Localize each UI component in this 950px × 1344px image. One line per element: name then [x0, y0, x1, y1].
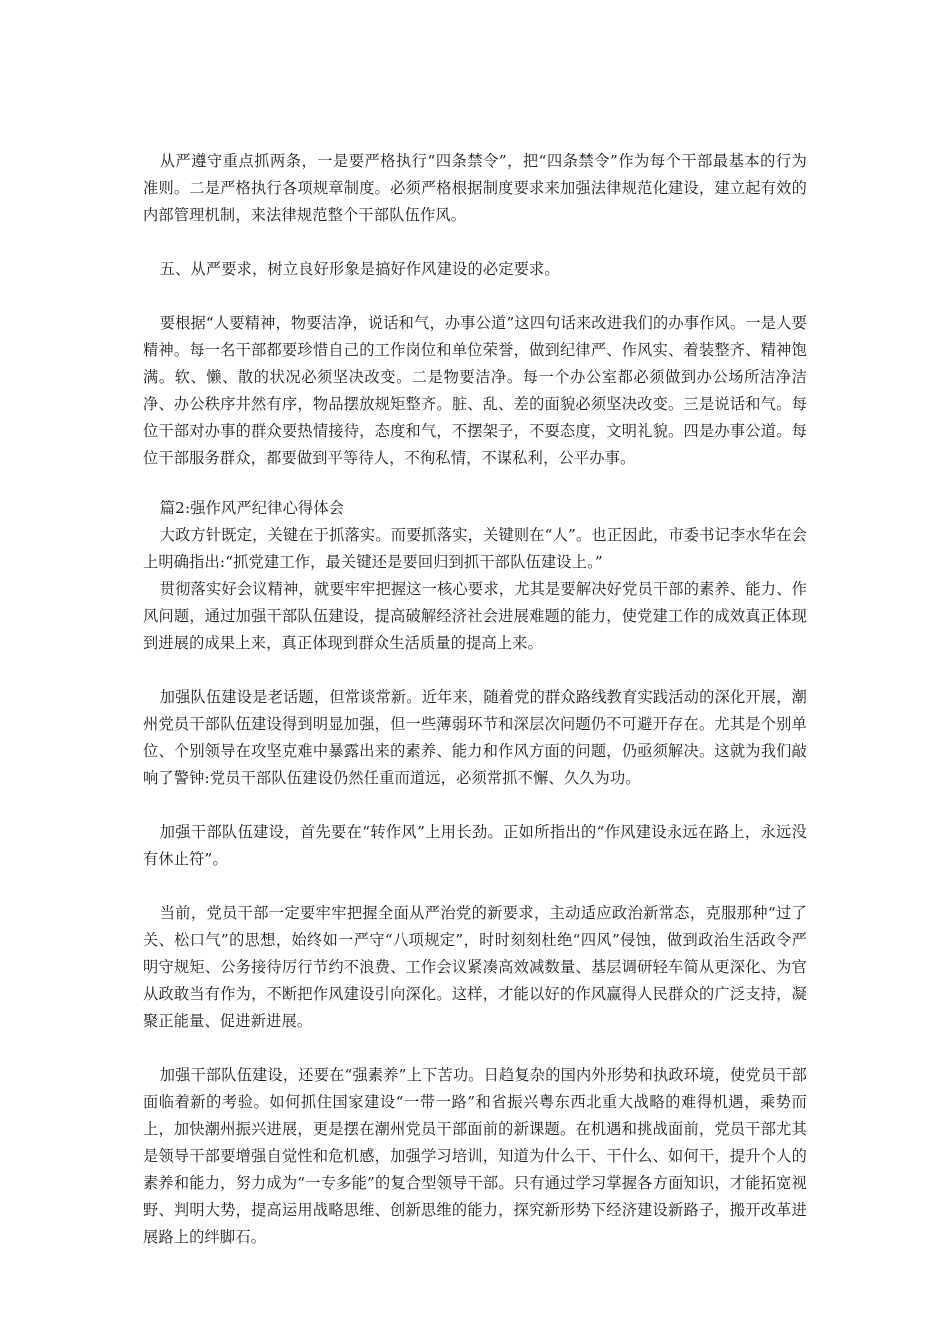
- paragraph-discipline-rules: 从严遵守重点抓两条，一是要严格执行“四条禁令”，把“四条禁令”作为每个干部最基本的行为准则。二是严格执行各项规章制度。必须严格根据制度要求来加强法律规范化建设，建立起有效的内部管理机制，来法律规范整个干部队伍作风。: [143, 152, 807, 224]
- paragraph-meeting-spirit: 贯彻落实好会议精神，就要牢牢把握这一核心要求，尤其是要解决好党员干部的素养、能力、作风问题，通过加强干部队伍建设，提高破解经济社会进展难题的能力，使党建工作的成效真正体现到进展的成果上来，真正体现到群众生活质量的提高上来。: [143, 580, 807, 652]
- paragraph-strengthen-quality: 加强干部队伍建设，还要在“强素养”上下苦功。日趋复杂的国内外形势和执政环境，使党员干部面临着新的考验。如何抓住国家建设“一带一路”和省振兴粤东西北重大战略的难得机遇，乘势而上，加快潮州振兴进展，更是摆在潮州党员干部面前的新课题。在机遇和挑战面前，党员干部尤其是领导干部要增强自觉性和危机感，加强学习培训，知道为什么干、干什么、如何干，提升个人的素养和能力，努力成为“一专多能”的复合型领导干部。只有通过学习掌握各方面知识，才能拓宽视野、判明大势，提高运用战略思维、创新思维的能力，探究新形势下经济建设新路子，搬开改革进展路上的绊脚石。: [143, 1066, 807, 1246]
- article-title: 篇2:强作风严纪律心得体会: [159, 499, 345, 517]
- paragraph-work-style: 要根据“人要精神，物要洁净，说话和气，办事公道”这四句话来改进我们的办事作风。一是人要精神。每一名干部都要珍惜自己的工作岗位和单位荣誉，做到纪律严、作风实、着装整齐、精神饱满。软、懒、散的状况必须坚决改变。二是物要洁净。每一个办公室都必须做到办公场所洁净洁净、办公秩序井然有序，物品摆放规矩整齐。脏、乱、差的面貌必须坚决改变。三是说话和气。每位干部对办事的群众要热情接待，态度和气，不摆架子，不耍态度，文明礼貌。四是办事公道。每位干部服务群众，都要做到平等待人，不徇私情，不谋私利，公平办事。: [143, 314, 807, 467]
- document-page: [143, 148, 807, 1251]
- paragraph-change-style: 加强干部队伍建设，首先要在“转作风”上用长劲。正如所指出的“作风建设永远在路上，永远没有休止符”。: [143, 823, 807, 868]
- paragraph-implementation: 大政方针既定，关键在于抓落实。而要抓落实，关键则在“人”。也正因此，市委书记李水华在会上明确指出:“抓党建工作，最关键还是要回归到抓干部队伍建设上。”: [143, 526, 807, 571]
- paragraph-team-building: 加强队伍建设是老话题，但常谈常新。近年来，随着党的群众路线教育实践活动的深化开展，潮州党员干部队伍建设得到明显加强，但一些薄弱环节和深层次问题仍不可避开存在。尤其是个别单位、个别领导在攻坚克难中暴露出来的素养、能力和作风方面的问题，仍亟须解决。这就为我们敲响了警钟:党员干部队伍建设仍然任重而道远，必须常抓不懈、久久为功。: [143, 688, 807, 787]
- paragraph-current-requirements: 当前，党员干部一定要牢牢把握全面从严治党的新要求，主动适应政治新常态，克服那种“过了关、松口气”的思想，始终如一严守“八项规定”，时时刻刻杜绝“四风”侵蚀，做到政治生活政令严明守规矩、公务接待厉行节约不浪费、工作会议紧凑高效减数量、基层调研轻车简从更深化、为官从政敢当有作为，不断把作风建设引向深化。这样，才能以好的作风赢得人民群众的广泛支持，凝聚正能量、促进新进展。: [143, 904, 807, 1030]
- section-heading-five: 五、从严要求，树立良好形象是搞好作风建设的必定要求。: [159, 260, 560, 278]
